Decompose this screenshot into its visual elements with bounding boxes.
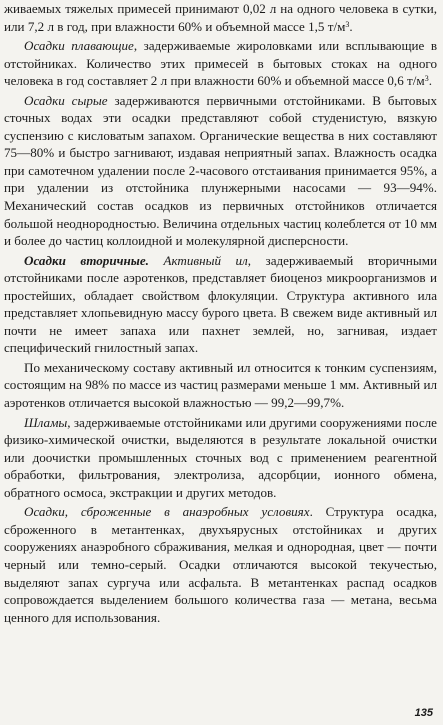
paragraph-anaerobic-sediments [4,503,437,626]
superscript: 3 [424,74,429,84]
paragraph-mechanical-composition [4,359,437,412]
term-raw-sediments: Осадки сырые [24,92,108,108]
term-anaerobic-sediments: Осадки, сброженные в анаэробных условиях [24,504,310,520]
paragraph-text: , задерживаемый вторичными отстойниками после аэротенков, представляет биоценоз микроорганизмов и простейших, обладает свойством флокуляции. Структура активного ила представляет хлопьевидную массу бурого цвета. В свежем виде активный ил почти не имеет запаха или пахнет землей, но, загнивая, издает специфический гнилостный запах. [4,252,438,356]
term-sludges: Шламы [24,414,68,430]
paragraph-text: задерживаются первичными отстойниками. В бытовых сточных водах эти осадки представляют собой студенистую, вязкую суспензию с кисловатым запахом. Органические вещества в них составляют 75—80% и быстро загнивают, издавая неприятный запах. Влажность осадка при самотечном удалении после 2-часового отстаивания принимается 95%, а при удалении из отстойника плунжерными насосами — 93—94%. Механический состав осадков из первичных отстойников отличается большой неоднородностью. Величина отдельных частиц колеблется от 10 мм и более до частиц коллоидной и молекулярной дисперсности. [4,92,438,249]
paragraph-sludges [4,414,437,502]
paragraph-heavy-impurities [4,0,437,35]
paragraph-text: , задерживаемые жироловками или всплывающие в отстойниках. Количество этих примесей в бытовых стоках на одного человека в год составляет 2 л при влажности 60% и объемной массе 0,6 т/м [4,38,438,89]
paragraph-text: живаемых тяжелых примесей принимают 0,02 л на одного человека в сутки, или 7,2 л в год, при влажности 60% и объемной массе 1,5 т/м [4,1,437,34]
paragraph-floating-sediments [4,37,437,90]
paragraph-text: , задерживаемые отстойниками или другими сооружениями после физико-химической очистки, выделяются в результате локальной очистки или доочистки промышленных сточных вод с применением реагентной обработки, фильтрования, электролиза, адсорбции, ионного обмена, обратного осмоса, экстракции и других методов. [4,414,437,500]
paragraph-text-end: . [349,18,353,34]
page-number: 135 [414,707,433,719]
paragraph-raw-sediments [4,92,437,250]
paragraph-text: По механическому составу активный ил относится к тонким суспензиям, состоящим на 98% по массе из частиц размерами меньше 1 мм. Активный ил аэротенков отличается высокой влажностью — 99,2—99,7%. [4,359,437,411]
superscript: 3 [345,19,350,29]
paragraph-secondary-sediments [4,252,437,357]
paragraph-text-end: . [428,73,432,89]
term-activated-sludge: Активный ил [163,252,248,268]
term-floating-sediments: Осадки плавающие [24,38,134,54]
paragraph-text: . Структура осадка, сброженного в метантенках, двухъярусных отстойниках и других сооружениях анаэробного сбраживания, мелкая и однородная, цвет — почти черный или темно-серый. Осадки отличаются высокой текучестью, выделяют запах сургуча или асфальта. В метантенках распад осадков сопровождается выделением большого количества газа — метана, весьма ценного для использования. [4,504,437,625]
term-secondary-sediments: Осадки вторичные. [24,252,149,268]
